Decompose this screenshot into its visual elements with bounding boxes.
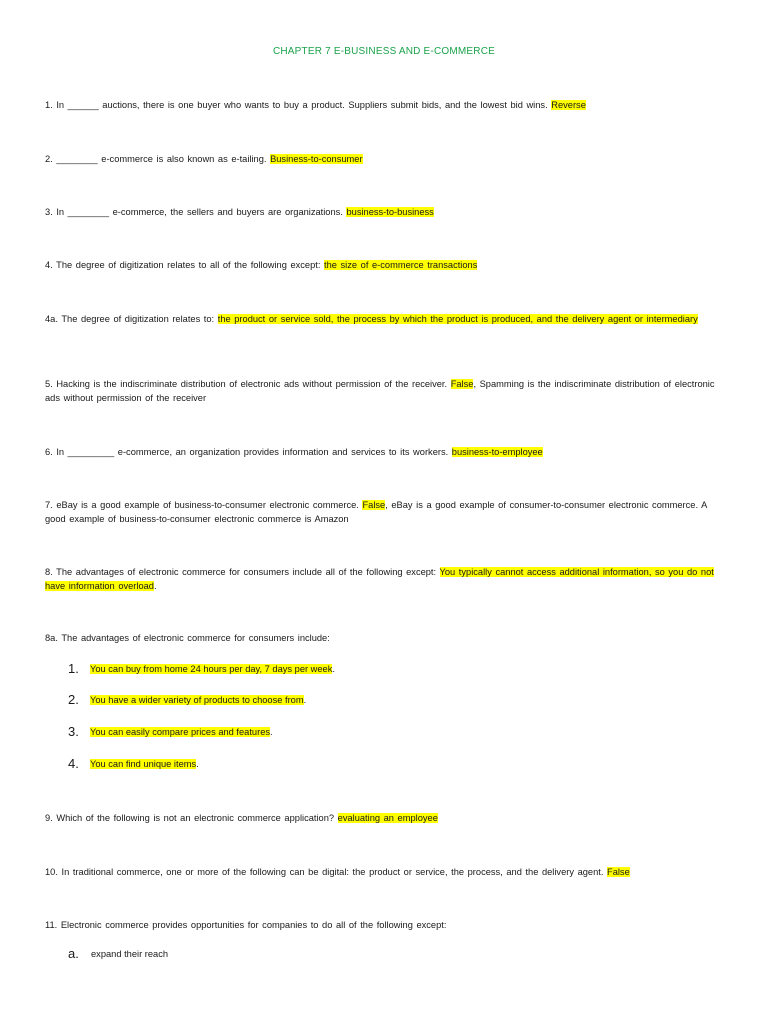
question-text: 8a. The advantages of electronic commerce for consumers include: bbox=[45, 633, 330, 643]
question-8a bbox=[45, 631, 727, 645]
answer-highlight: False bbox=[362, 500, 386, 510]
list-letter: a. bbox=[68, 946, 79, 961]
question-6 bbox=[45, 445, 727, 459]
question-9 bbox=[45, 811, 727, 825]
question-text: 8. The advantages of electronic commerce for consumers include all of the following except: bbox=[45, 567, 437, 577]
list-item bbox=[68, 947, 708, 961]
question-text: 5. Hacking is the indiscriminate distribution of electronic ads without permission of the receiver. bbox=[45, 379, 448, 389]
answer-highlight: the size of e-commerce transactions bbox=[324, 260, 478, 270]
answer-highlight: business-to-employee bbox=[451, 447, 543, 457]
question-2 bbox=[45, 152, 727, 166]
answer-highlight: Business-to-consumer bbox=[270, 154, 363, 164]
question-11 bbox=[45, 918, 727, 932]
answer-highlight: False bbox=[450, 379, 474, 389]
answer-highlight: You can find unique items bbox=[90, 759, 197, 769]
answer-highlight: evaluating an employee bbox=[337, 813, 438, 823]
answer-highlight: You typically cannot access additional information, so you do not have information overload bbox=[45, 567, 714, 591]
question-text: 10. In traditional commerce, one or more of the following can be digital: the product or service, the process, and the delivery agent. bbox=[45, 867, 604, 877]
answer-punctuation: . bbox=[270, 727, 273, 737]
list-number: 3. bbox=[68, 724, 79, 739]
question-text: 3. In ________ e-commerce, the sellers and buyers are organizations. bbox=[45, 207, 343, 217]
question-8 bbox=[45, 565, 727, 593]
list-number: 4. bbox=[68, 756, 79, 771]
question-5 bbox=[45, 377, 727, 405]
list-item bbox=[68, 757, 708, 771]
answer-highlight: You have a wider variety of products to choose from bbox=[90, 695, 304, 705]
question-1 bbox=[45, 98, 727, 112]
answer-punctuation: . bbox=[153, 581, 157, 591]
list-item bbox=[68, 693, 708, 707]
question-7 bbox=[45, 498, 727, 526]
answer-highlight: business-to-business bbox=[346, 207, 434, 217]
list-item bbox=[68, 725, 708, 739]
answer-punctuation: . bbox=[332, 664, 335, 674]
question-4 bbox=[45, 258, 727, 272]
question-10 bbox=[45, 865, 727, 879]
question-text: 4. The degree of digitization relates to all of the following except: bbox=[45, 260, 321, 270]
list-item bbox=[68, 662, 708, 676]
list-number: 1. bbox=[68, 661, 79, 676]
question-text: 7. eBay is a good example of business-to-consumer electronic commerce. bbox=[45, 500, 359, 510]
question-text: 9. Which of the following is not an electronic commerce application? bbox=[45, 813, 335, 823]
answer-highlight: the product or service sold, the process by which the product is produced, and the delivery agent or intermediary bbox=[217, 314, 698, 324]
answer-highlight: You can buy from home 24 hours per day, 7 days per week bbox=[90, 664, 333, 674]
question-text: 2. ________ e-commerce is also known as e-tailing. bbox=[45, 154, 267, 164]
answer-punctuation: . bbox=[303, 695, 307, 705]
answer-highlight: False bbox=[607, 867, 630, 877]
question-4a bbox=[45, 312, 727, 326]
answer-explanation: , eBay is a good example of consumer-to-consumer electronic commerce. A good example of business-to-consumer electronic commerce is Amazon bbox=[45, 500, 707, 524]
answer-explanation: , Spamming is the indiscriminate distribution of electronic ads without permission of the receiver bbox=[45, 379, 715, 403]
answer-highlight: You can easily compare prices and features bbox=[90, 727, 271, 737]
question-3 bbox=[45, 205, 727, 219]
list-number: 2. bbox=[68, 692, 79, 707]
question-text: 11. Electronic commerce provides opportunities for companies to do all of the following except: bbox=[45, 920, 447, 930]
option-text: expand their reach bbox=[91, 949, 169, 959]
question-text: 4a. The degree of digitization relates to: bbox=[45, 314, 215, 324]
answer-highlight: Reverse bbox=[551, 100, 586, 110]
question-text: 1. In ______ auctions, there is one buyer who wants to buy a product. Suppliers submit bids, and the lowest bid wins. bbox=[45, 100, 548, 110]
page-title: CHAPTER 7 E-BUSINESS AND E-COMMERCE bbox=[272, 46, 496, 57]
question-text: 6. In _________ e-commerce, an organization provides information and services to its workers. bbox=[45, 447, 449, 457]
answer-punctuation: . bbox=[196, 759, 199, 769]
